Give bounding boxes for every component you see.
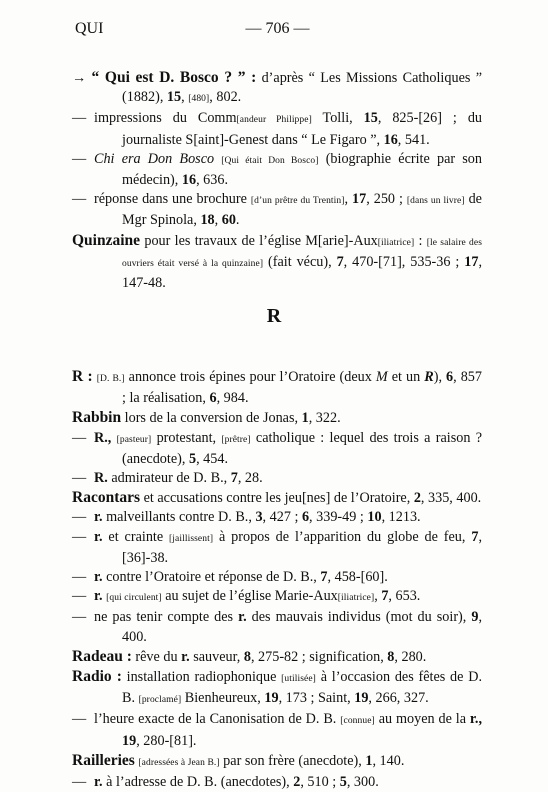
entry-text: annonce trois épines pour l’Oratoire (deux xyxy=(124,369,376,385)
entry-text: des mauvais individus (mot du soir), xyxy=(246,609,472,626)
entry-text: , 140. xyxy=(372,752,405,769)
entry-text: — xyxy=(72,711,87,728)
entry-text: , 147-48. xyxy=(122,253,483,292)
entry-text: 2 xyxy=(413,490,421,507)
index-subentry xyxy=(72,587,482,608)
entry-text: [iliatrice] xyxy=(377,237,415,248)
entry-text: 1 xyxy=(365,752,373,769)
entry-text: 7 xyxy=(320,569,328,586)
entry-text: R., xyxy=(94,429,112,446)
entry-text: 19 xyxy=(122,732,137,749)
entry-text: contre l’Oratoire et réponse de D. B., xyxy=(102,569,321,586)
entry-text: 5 xyxy=(188,450,197,467)
entry-text: par son frère (anecdote), xyxy=(219,752,366,769)
entry-text: d’après “ Les Missions Catholiques ” (1882), xyxy=(122,70,482,106)
entry-text: Rabbin xyxy=(72,409,122,427)
entry-text: installation radiophonique xyxy=(121,669,282,686)
entry-text: Radeau : xyxy=(72,647,132,665)
entry-text: [dans un livre] xyxy=(406,196,465,207)
entry-text: Bienheureux, xyxy=(181,690,265,707)
entry-text: à propos de l’apparition du globe de feu, xyxy=(213,528,472,545)
entry-text: , 454. xyxy=(196,450,228,467)
entry-text: au sujet de l’église Marie-Aux xyxy=(161,588,338,605)
entry-text: pour les travaux de l’église M[arie]-Aux xyxy=(140,232,378,249)
index-subentry xyxy=(72,190,482,230)
entry-text: — xyxy=(72,569,87,586)
entry-text: [le salaire des ouvriers était versé à la quinzaine] xyxy=(122,237,482,269)
entry-text: , 653. xyxy=(388,588,421,605)
entry-text: — xyxy=(72,609,87,626)
index-subentry xyxy=(72,150,482,190)
entry-text: 7 xyxy=(336,253,344,270)
index-subentry xyxy=(72,773,482,792)
entry-text: Quinzaine xyxy=(72,231,141,249)
entry-text: , 458-[60]. xyxy=(327,569,388,586)
index-entries-bottom xyxy=(72,367,482,792)
entry-text: Radio : xyxy=(72,668,122,686)
index-entry xyxy=(72,667,482,710)
entry-text: r. xyxy=(94,588,103,605)
entry-text: de Mgr Spinola, xyxy=(122,191,482,229)
entry-text: 7 xyxy=(381,588,389,605)
entry-text: r. xyxy=(94,528,103,545)
index-subentry xyxy=(72,608,482,646)
index-entry xyxy=(72,367,482,408)
entry-text: 10 xyxy=(367,509,382,526)
index-subentry xyxy=(72,568,482,587)
entry-text: “ Qui est D. Bosco ? ” : xyxy=(91,69,257,86)
index-entry xyxy=(72,488,482,508)
entry-text: à l’adresse de D. B. (anecdotes), xyxy=(102,774,294,791)
entry-text: . xyxy=(235,212,240,229)
entry-text: r. xyxy=(94,774,103,791)
entry-text: Railleries xyxy=(72,751,135,769)
index-subentry xyxy=(72,429,482,469)
entry-text: , 339-49 ; xyxy=(309,509,368,526)
entry-text: 17 xyxy=(352,191,367,208)
entry-text: M xyxy=(375,369,388,385)
entry-text: (biographie écrite par son médecin), xyxy=(122,150,482,189)
entry-text: R : xyxy=(72,368,93,385)
section-letter: R xyxy=(266,305,282,327)
entry-text: [d’un prêtre du Trentin] xyxy=(250,196,345,207)
entry-text: et un xyxy=(387,369,425,385)
index-subentry xyxy=(72,469,482,488)
entry-text: , 266, 327. xyxy=(368,690,429,707)
index-subentry xyxy=(72,109,482,149)
entry-text: [prêtre] xyxy=(221,434,251,445)
entry-text: 6 xyxy=(209,390,217,407)
entry-text: [Qui était Don Bosco] xyxy=(221,155,319,166)
entry-text: , [36]-38. xyxy=(122,528,482,566)
entry-text: (fait vécu), xyxy=(263,253,337,270)
index-entry xyxy=(72,231,482,294)
entry-text: , 636. xyxy=(196,172,228,189)
entry-text: 7 xyxy=(471,528,479,545)
index-entry xyxy=(72,647,482,667)
entry-text: r. xyxy=(238,609,247,626)
entry-text: 2 xyxy=(293,774,301,791)
entry-text: , 250 ; xyxy=(366,191,407,208)
entry-text: Racontars xyxy=(72,489,141,507)
entry-text: , 322. xyxy=(308,410,341,427)
entry-text: , 470-[71], 535-36 ; xyxy=(343,253,465,270)
entry-text: , 1213. xyxy=(381,509,421,526)
entry-text: R. xyxy=(94,470,108,487)
entry-text: 16 xyxy=(383,131,398,148)
index-entry xyxy=(72,68,482,109)
entry-text: , 427 ; xyxy=(262,509,302,526)
entry-text: — xyxy=(72,191,87,208)
index-entry xyxy=(72,408,482,428)
entry-text: 60 xyxy=(221,212,236,229)
entry-text: , 173 ; Saint, xyxy=(278,690,355,707)
entry-text: rêve du xyxy=(131,648,182,665)
entry-text: [andeur Philippe] xyxy=(236,115,312,126)
entry-text: [D. B.] xyxy=(96,374,125,384)
entry-text: R xyxy=(424,369,434,385)
entry-text: , xyxy=(374,588,382,605)
entry-text: 8 xyxy=(387,648,395,665)
running-head-word: QUI xyxy=(75,20,104,37)
entry-text: 9 xyxy=(471,609,479,626)
entry-text: , xyxy=(344,191,353,208)
entry-text: catholique : lequel des trois a raison ? (anecdote), xyxy=(122,429,482,467)
entry-text: Chi era Don Bosco xyxy=(94,150,215,167)
entry-text: et accusations contre les jeu[nes] de l’Oratoire, xyxy=(140,490,414,507)
entry-text: , 400. xyxy=(122,609,482,645)
entry-text: , 541. xyxy=(397,131,430,148)
entry-text: lors de la conversion de Jonas, xyxy=(121,410,302,427)
index-subentry xyxy=(72,710,482,750)
entry-text: r. xyxy=(181,648,190,665)
entry-text: ne pas tenir compte des xyxy=(94,609,239,626)
entry-text: r., xyxy=(469,711,483,728)
entry-text: malveillants contre D. B., xyxy=(102,509,256,526)
entry-text: sauveur, xyxy=(189,648,244,665)
entry-text: , 857 ; la réalisation, xyxy=(122,369,482,407)
entry-text: : xyxy=(414,232,427,249)
entry-text: 6 xyxy=(446,369,454,385)
entry-text: et crainte xyxy=(102,528,170,545)
entry-text: admirateur de D. B., xyxy=(107,470,231,487)
entry-text: — xyxy=(72,509,87,526)
entry-text: 19 xyxy=(264,690,279,707)
entry-text: 16 xyxy=(181,172,197,189)
entry-text: , 335, 400. xyxy=(420,490,482,507)
entry-text: ), xyxy=(433,369,447,385)
index-subentry xyxy=(72,508,482,527)
entry-text: 15 xyxy=(166,89,182,106)
entry-text: 8 xyxy=(243,648,251,665)
entry-text: 3 xyxy=(255,509,263,526)
entry-text: r. xyxy=(94,509,103,526)
entry-text: 15 xyxy=(363,110,378,127)
entry-text: — xyxy=(72,588,87,605)
entry-text: — xyxy=(72,470,87,487)
entry-text: , 510 ; xyxy=(300,774,340,791)
entry-text: 7 xyxy=(230,470,238,487)
entry-text: 18 xyxy=(200,212,215,229)
entry-text: au moyen de la xyxy=(374,711,470,728)
entry-text: , 802. xyxy=(209,89,242,106)
entry-text: , 275-82 ; signification, xyxy=(250,648,388,665)
index-entry xyxy=(72,751,482,773)
page-header xyxy=(75,20,480,40)
entry-text: , 280-[81]. xyxy=(136,732,197,749)
entry-text: , 300. xyxy=(346,774,379,791)
entry-text: 17 xyxy=(464,253,479,270)
entry-text: [utilisée] xyxy=(281,674,316,685)
entry-text: , xyxy=(214,212,222,229)
entry-text: 1 xyxy=(301,410,309,427)
entry-text: [adressées à Jean B.] xyxy=(138,757,220,768)
entry-text: — xyxy=(72,774,87,791)
entry-text: [iliatrice] xyxy=(337,593,375,604)
entry-text: , 28. xyxy=(237,470,263,487)
entry-text: → xyxy=(72,70,92,86)
entry-text: Tolli, xyxy=(311,110,364,127)
entry-text: , 280. xyxy=(394,648,427,665)
entry-text: à l’occasion des fêtes de D. B. xyxy=(122,669,482,707)
entry-text: — xyxy=(72,150,87,167)
entry-text: — xyxy=(72,528,87,545)
entry-text: r. xyxy=(94,569,103,586)
entry-text: l’heure exacte de la Canonisation de D. B. xyxy=(94,711,341,728)
entry-text: [connue] xyxy=(340,716,375,727)
index-subentry xyxy=(72,528,482,568)
entry-text: 6 xyxy=(301,509,310,526)
entry-text: 19 xyxy=(354,690,369,707)
entry-text: — xyxy=(72,429,87,446)
entry-text: [jaillissent] xyxy=(169,533,214,544)
entry-text: [qui circulent] xyxy=(106,593,162,604)
index-entries-top xyxy=(72,68,482,293)
entry-text: , xyxy=(181,89,189,106)
entry-text: , 984. xyxy=(216,390,249,407)
entry-text: impressions du Comm xyxy=(94,110,237,127)
entry-text: protestant, xyxy=(151,429,222,446)
entry-text: [pasteur] xyxy=(116,434,152,445)
entry-text: — xyxy=(72,110,87,127)
page-number: — 706 — xyxy=(245,20,310,37)
entry-text: 5 xyxy=(339,774,347,791)
entry-text: [proclamé] xyxy=(138,695,182,706)
entry-text: , 825-[26] ; du journaliste S[aint]-Genest dans “ Le Figaro ”, xyxy=(122,110,483,148)
entry-text: [480] xyxy=(188,94,210,105)
entry-text: réponse dans une brochure xyxy=(94,191,251,208)
